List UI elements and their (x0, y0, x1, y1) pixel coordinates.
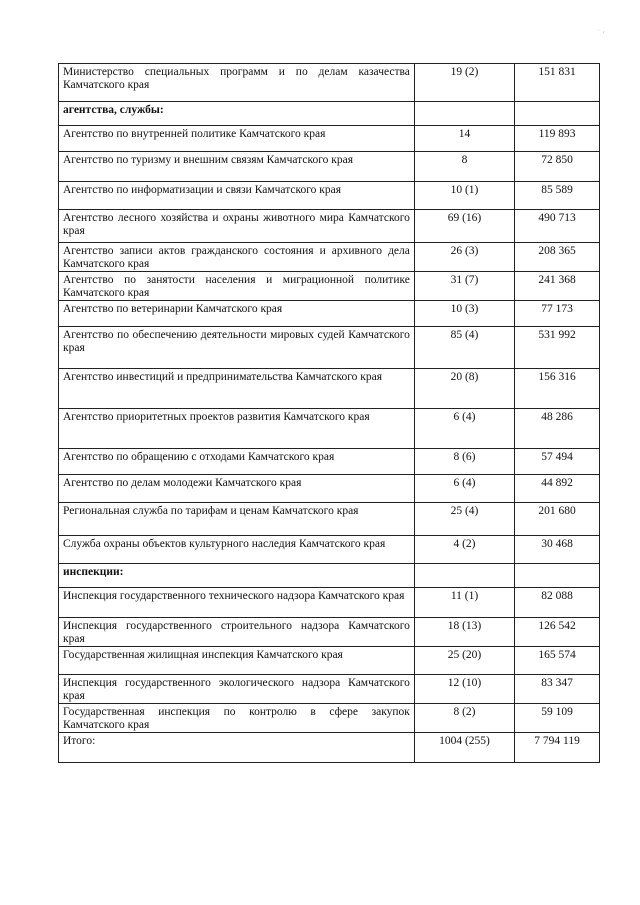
amount-cell: 151 831 (515, 64, 600, 102)
agency-name: Агентство записи актов гражданского состояния и архивного дела Камчатского края (59, 243, 415, 272)
count-cell: 10 (1) (414, 182, 514, 210)
table-row (59, 503, 600, 536)
scan-mark: · , (598, 28, 605, 34)
amount-cell: 241 368 (515, 272, 600, 301)
table-row (59, 588, 600, 618)
count-cell: 11 (1) (414, 588, 514, 618)
agency-name: Агентство по туризму и внешним связям Камчатского края (59, 152, 415, 182)
table-row (59, 272, 600, 301)
total-label: Итого: (59, 733, 415, 763)
table-row (59, 647, 600, 675)
count-cell: 8 (2) (414, 704, 514, 733)
table-row (59, 618, 600, 647)
count-cell: 31 (7) (414, 272, 514, 301)
count-cell: 85 (4) (414, 327, 514, 369)
count-cell: 26 (3) (414, 243, 514, 272)
count-cell: 4 (2) (414, 536, 514, 564)
count-cell: 6 (4) (414, 409, 514, 449)
amount-cell: 59 109 (515, 704, 600, 733)
table-row (59, 301, 600, 327)
agency-name: Агентство по ветеринарии Камчатского края (59, 301, 415, 327)
agency-name: Агентство по информатизации и связи Камчатского края (59, 182, 415, 210)
agency-name: Агентство инвестиций и предпринимательства Камчатского края (59, 369, 415, 409)
total-count: 1004 (255) (414, 733, 514, 763)
table-row (59, 409, 600, 449)
count-cell: 14 (414, 126, 514, 152)
table-row (59, 675, 600, 704)
amount-cell: 126 542 (515, 618, 600, 647)
section-title: инспекции: (59, 564, 415, 588)
amount-cell: 82 088 (515, 588, 600, 618)
amount-cell: 30 468 (515, 536, 600, 564)
count-cell: 19 (2) (414, 64, 514, 102)
table-row (59, 210, 600, 243)
amount-cell: 48 286 (515, 409, 600, 449)
amount-cell: 57 494 (515, 449, 600, 475)
amount-cell: 165 574 (515, 647, 600, 675)
agency-name: Государственная инспекция по контролю в сфере закупок Камчатского края (59, 704, 415, 733)
total-row (59, 733, 600, 763)
table-row (59, 475, 600, 503)
staffing-table (58, 63, 600, 763)
agency-name: Агентство по внутренней политике Камчатского края (59, 126, 415, 152)
count-cell: 20 (8) (414, 369, 514, 409)
amount-cell: 85 589 (515, 182, 600, 210)
agency-name: Агентство лесного хозяйства и охраны животного мира Камчатского края (59, 210, 415, 243)
amount-cell: 531 992 (515, 327, 600, 369)
count-cell: 8 (6) (414, 449, 514, 475)
agency-name: Министерство специальных программ и по делам казачества Камчатского края (59, 64, 415, 102)
agency-name: Агентство по занятости населения и миграционной политике Камчатского края (59, 272, 415, 301)
count-cell: 6 (4) (414, 475, 514, 503)
amount-cell: 208 365 (515, 243, 600, 272)
count-cell: 25 (4) (414, 503, 514, 536)
table-row (59, 243, 600, 272)
agency-name: Агентство приоритетных проектов развития Камчатского края (59, 409, 415, 449)
amount-cell (515, 564, 600, 588)
agency-name: Инспекция государственного технического надзора Камчатского края (59, 588, 415, 618)
table-row (59, 182, 600, 210)
section-row (59, 102, 600, 126)
amount-cell: 201 680 (515, 503, 600, 536)
count-cell: 18 (13) (414, 618, 514, 647)
amount-cell (515, 102, 600, 126)
agency-name: Региональная служба по тарифам и ценам Камчатского края (59, 503, 415, 536)
agency-name: Агентство по обращению с отходами Камчатского края (59, 449, 415, 475)
section-row (59, 564, 600, 588)
table-row (59, 126, 600, 152)
table-row (59, 536, 600, 564)
amount-cell: 72 850 (515, 152, 600, 182)
table-row (59, 327, 600, 369)
count-cell: 12 (10) (414, 675, 514, 704)
count-cell: 8 (414, 152, 514, 182)
count-cell: 10 (3) (414, 301, 514, 327)
agency-name: Инспекция государственного строительного надзора Камчатского края (59, 618, 415, 647)
agency-name: Инспекция государственного экологического надзора Камчатского края (59, 675, 415, 704)
amount-cell: 156 316 (515, 369, 600, 409)
amount-cell: 77 173 (515, 301, 600, 327)
agency-name: Агентство по делам молодежи Камчатского края (59, 475, 415, 503)
total-amount: 7 794 119 (515, 733, 600, 763)
section-title: агентства, службы: (59, 102, 415, 126)
table-body (59, 64, 600, 763)
count-cell: 25 (20) (414, 647, 514, 675)
count-cell (414, 102, 514, 126)
agency-name: Служба охраны объектов культурного наследия Камчатского края (59, 536, 415, 564)
amount-cell: 119 893 (515, 126, 600, 152)
amount-cell: 44 892 (515, 475, 600, 503)
amount-cell: 83 347 (515, 675, 600, 704)
table-row (59, 152, 600, 182)
table-row (59, 704, 600, 733)
table-row (59, 369, 600, 409)
table-row (59, 449, 600, 475)
count-cell (414, 564, 514, 588)
table-row (59, 64, 600, 102)
amount-cell: 490 713 (515, 210, 600, 243)
agency-name: Агентство по обеспечению деятельности мировых судей Камчатского края (59, 327, 415, 369)
count-cell: 69 (16) (414, 210, 514, 243)
agency-name: Государственная жилищная инспекция Камчатского края (59, 647, 415, 675)
